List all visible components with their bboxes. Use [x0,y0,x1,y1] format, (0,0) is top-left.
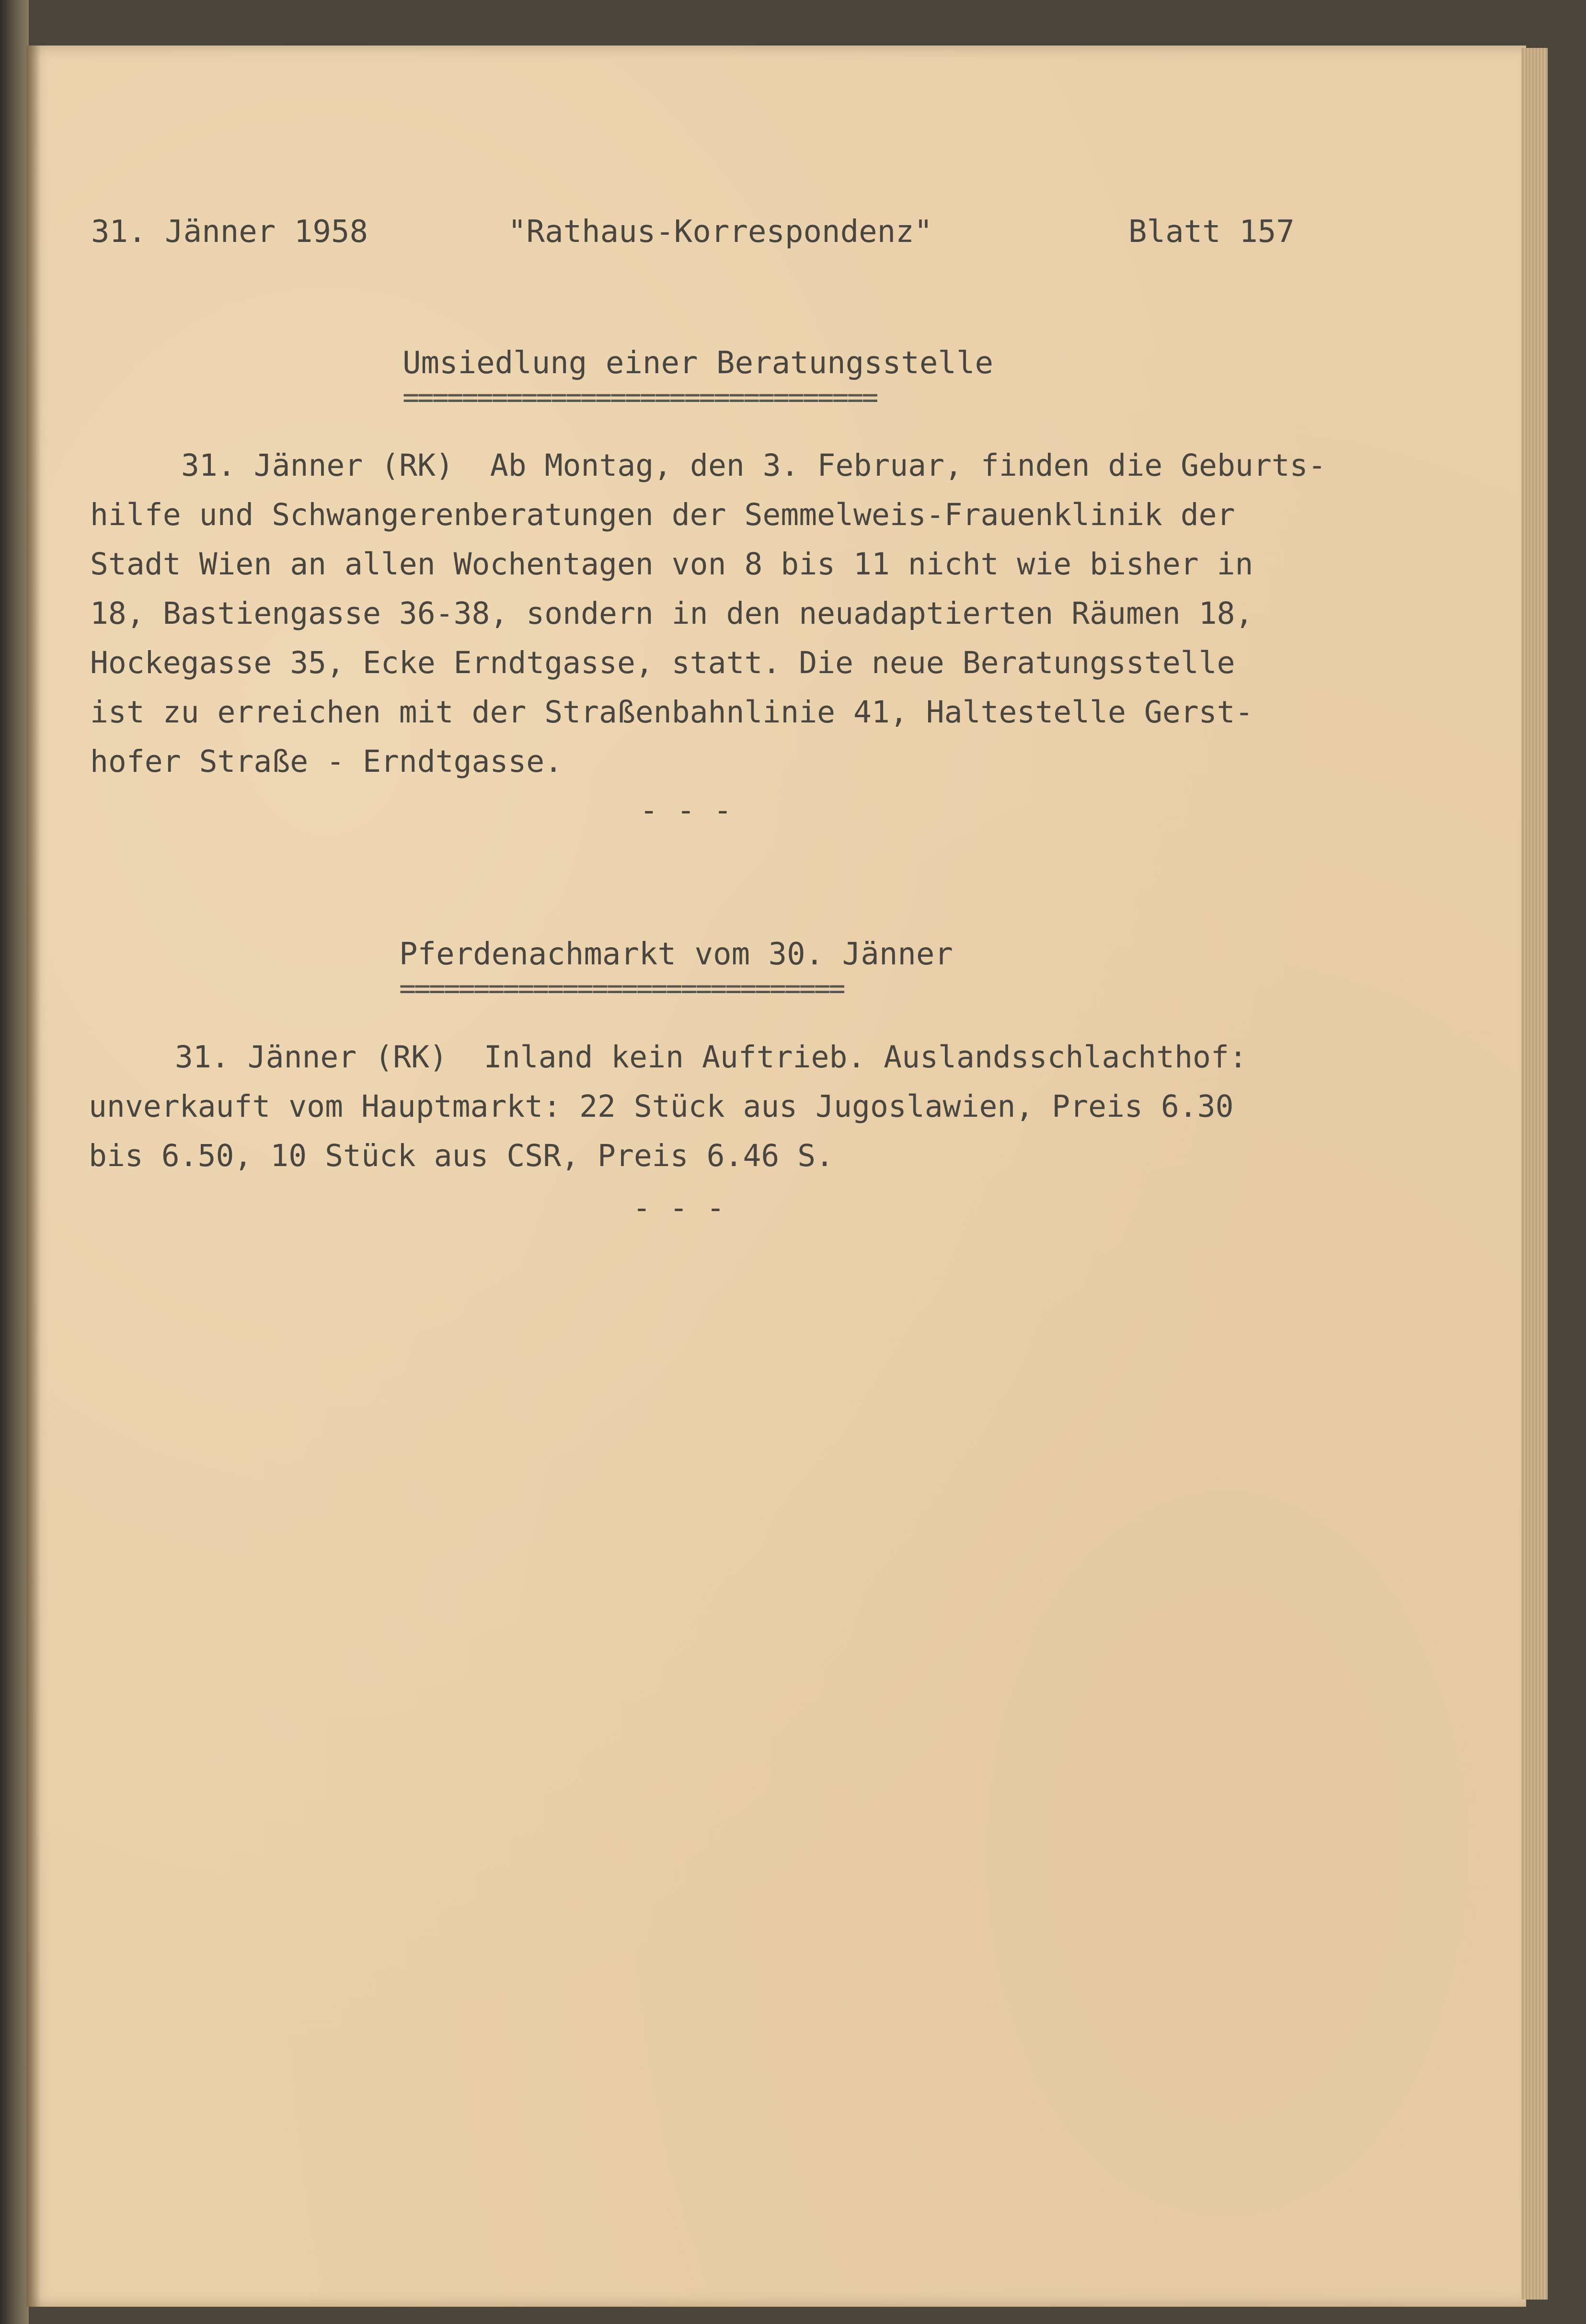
article-title: Umsiedlung einer Beratungsstelle [402,345,993,381]
body-line: 18, Bastiengasse 36-38, sondern in den neuadaptierten Räumen 18, [90,596,1253,631]
article-title: Pferdenachmarkt vom 30. Jänner [399,937,953,972]
body-line: unverkauft vom Hauptmarkt: 22 Stück aus Jugoslawien, Preis 6.30 [89,1089,1234,1124]
header-sheet-number: Blatt 157 [1128,214,1295,250]
page-stack-edge [1521,48,1548,2300]
body-line: bis 6.50, 10 Stück aus CSR, Preis 6.46 S. [89,1138,834,1173]
body-line: ist zu erreichen mit der Straßenbahnlinie 41, Haltestelle Gerst- [90,695,1253,730]
body-line: hilfe und Schwangerenberatungen der Semmelweis-Frauenklinik der [90,497,1235,532]
section-separator: - - - [632,1191,725,1226]
body-line: Stadt Wien an allen Wochentagen von 8 bis 11 nicht wie bisher in [90,547,1253,582]
section-separator: - - - [640,793,732,828]
body-line: Hockegasse 35, Ecke Erndtgasse, statt. Die neue Beratungsstelle [90,645,1235,680]
title-underline: ================================ [402,383,877,411]
body-line: 31. Jänner (RK) Ab Montag, den 3. Februar, finden die Geburts- [181,448,1326,483]
body-line: 31. Jänner (RK) Inland kein Auftrieb. Auslandsschlachthof: [175,1040,1247,1075]
previous-page-edge [0,0,29,2324]
header-date: 31. Jänner 1958 [91,214,368,250]
header-publication: "Rathaus-Korrespondenz" [508,214,933,250]
body-line: hofer Straße - Erndtgasse. [90,744,563,779]
spine-shadow [26,46,41,2307]
title-underline: ============================== [399,974,844,1002]
